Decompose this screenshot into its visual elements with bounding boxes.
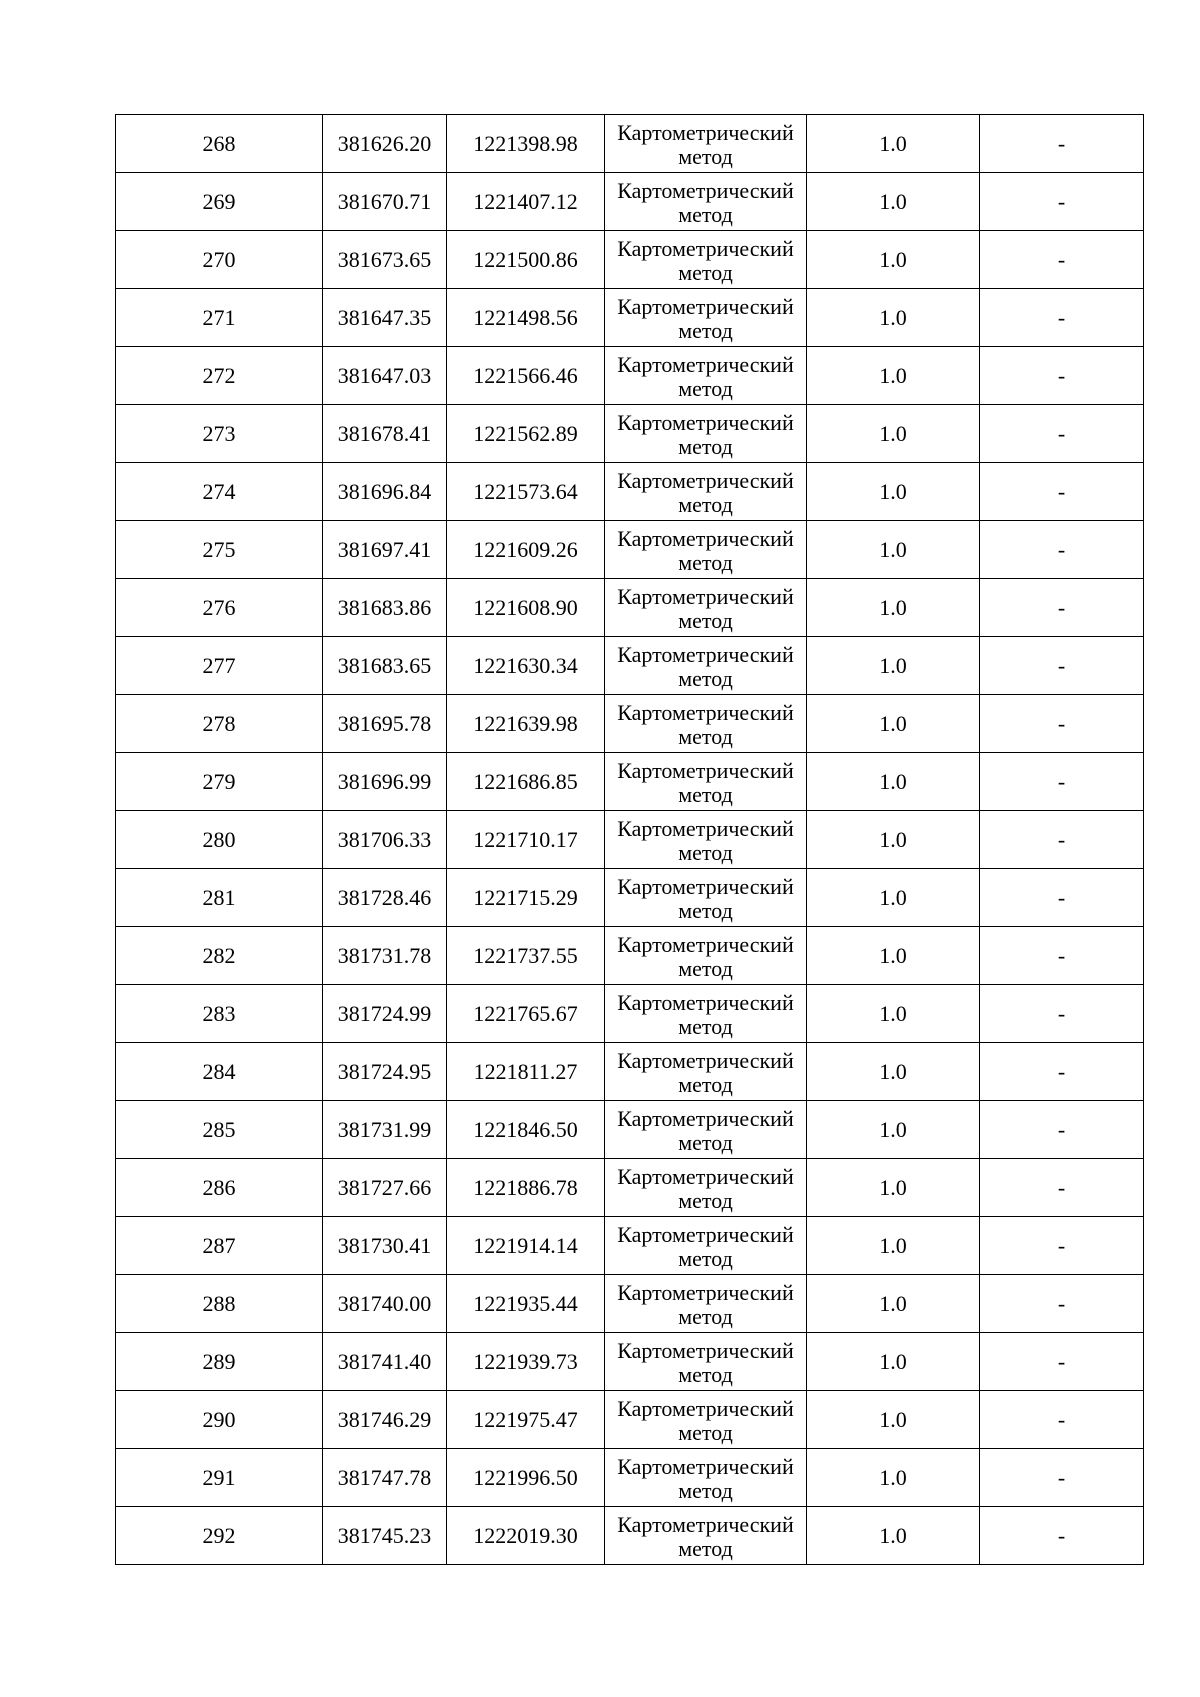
x-coordinate-cell: 381724.95 (323, 1043, 447, 1101)
x-coordinate-cell: 381697.41 (323, 521, 447, 579)
x-coordinate-cell: 381696.99 (323, 753, 447, 811)
method-text-line: Картометрический (617, 467, 794, 493)
y-coordinate-cell: 1221914.14 (447, 1217, 605, 1275)
y-coordinate-cell: 1221630.34 (447, 637, 605, 695)
method-text-line: Картометрический (617, 525, 794, 551)
method-text-line: метод (678, 723, 733, 749)
method-text-line: Картометрический (617, 1105, 794, 1131)
method-text-line: Картометрический (617, 1511, 794, 1537)
x-coordinate-cell: 381727.66 (323, 1159, 447, 1217)
point-number-cell: 287 (116, 1217, 323, 1275)
point-number-cell: 288 (116, 1275, 323, 1333)
method-cell (605, 173, 807, 231)
method-cell (605, 463, 807, 521)
method-cell (605, 695, 807, 753)
method-cell (605, 579, 807, 637)
point-number-cell: 277 (116, 637, 323, 695)
method-cell (605, 1043, 807, 1101)
y-coordinate-cell: 1222019.30 (447, 1507, 605, 1565)
method-text-line: метод (678, 1129, 733, 1155)
point-number-cell: 272 (116, 347, 323, 405)
method-cell (605, 985, 807, 1043)
table-row (116, 347, 1144, 405)
method-text-line: метод (678, 955, 733, 981)
table-row (116, 1101, 1144, 1159)
method-text-line: Картометрический (617, 351, 794, 377)
coordinates-table (115, 114, 1144, 1565)
y-coordinate-cell: 1221500.86 (447, 231, 605, 289)
y-coordinate-cell: 1221846.50 (447, 1101, 605, 1159)
point-number-cell: 278 (116, 695, 323, 753)
method-text-line: Картометрический (617, 177, 794, 203)
x-coordinate-cell: 381724.99 (323, 985, 447, 1043)
x-coordinate-cell: 381678.41 (323, 405, 447, 463)
method-text-line: Картометрический (617, 293, 794, 319)
method-text-line: метод (678, 549, 733, 575)
note-cell: - (980, 1159, 1144, 1217)
point-number-cell: 279 (116, 753, 323, 811)
table-row (116, 1275, 1144, 1333)
y-coordinate-cell: 1221407.12 (447, 173, 605, 231)
note-cell: - (980, 115, 1144, 173)
method-text-line: Картометрический (617, 989, 794, 1015)
table-row (116, 1043, 1144, 1101)
note-cell: - (980, 521, 1144, 579)
y-coordinate-cell: 1221608.90 (447, 579, 605, 637)
x-coordinate-cell: 381647.03 (323, 347, 447, 405)
method-cell (605, 1449, 807, 1507)
y-coordinate-cell: 1221686.85 (447, 753, 605, 811)
accuracy-cell: 1.0 (807, 637, 980, 695)
accuracy-cell: 1.0 (807, 115, 980, 173)
y-coordinate-cell: 1221765.67 (447, 985, 605, 1043)
method-cell (605, 1275, 807, 1333)
accuracy-cell: 1.0 (807, 1159, 980, 1217)
accuracy-cell: 1.0 (807, 405, 980, 463)
method-cell (605, 1217, 807, 1275)
table-row (116, 695, 1144, 753)
accuracy-cell: 1.0 (807, 289, 980, 347)
point-number-cell: 281 (116, 869, 323, 927)
method-text-line: Картометрический (617, 1221, 794, 1247)
method-text-line: Картометрический (617, 1453, 794, 1479)
table-body (116, 115, 1144, 1565)
method-cell (605, 1507, 807, 1565)
accuracy-cell: 1.0 (807, 1333, 980, 1391)
note-cell: - (980, 347, 1144, 405)
method-cell (605, 1101, 807, 1159)
accuracy-cell: 1.0 (807, 521, 980, 579)
note-cell: - (980, 1043, 1144, 1101)
y-coordinate-cell: 1221886.78 (447, 1159, 605, 1217)
accuracy-cell: 1.0 (807, 463, 980, 521)
table-row (116, 753, 1144, 811)
method-text-line: метод (678, 839, 733, 865)
point-number-cell: 284 (116, 1043, 323, 1101)
table-row (116, 1507, 1144, 1565)
method-cell (605, 637, 807, 695)
accuracy-cell: 1.0 (807, 1043, 980, 1101)
table-row (116, 637, 1144, 695)
method-text-line: Картометрический (617, 931, 794, 957)
method-text-line: Картометрический (617, 1047, 794, 1073)
y-coordinate-cell: 1221975.47 (447, 1391, 605, 1449)
table-row (116, 811, 1144, 869)
note-cell: - (980, 811, 1144, 869)
method-text-line: Картометрический (617, 583, 794, 609)
method-cell (605, 115, 807, 173)
y-coordinate-cell: 1221996.50 (447, 1449, 605, 1507)
y-coordinate-cell: 1221939.73 (447, 1333, 605, 1391)
accuracy-cell: 1.0 (807, 695, 980, 753)
table-row (116, 1391, 1144, 1449)
y-coordinate-cell: 1221562.89 (447, 405, 605, 463)
method-text-line: Картометрический (617, 235, 794, 261)
note-cell: - (980, 1333, 1144, 1391)
note-cell: - (980, 173, 1144, 231)
point-number-cell: 273 (116, 405, 323, 463)
x-coordinate-cell: 381747.78 (323, 1449, 447, 1507)
table-row (116, 405, 1144, 463)
point-number-cell: 275 (116, 521, 323, 579)
point-number-cell: 283 (116, 985, 323, 1043)
x-coordinate-cell: 381673.65 (323, 231, 447, 289)
method-text-line: Картометрический (617, 1395, 794, 1421)
note-cell: - (980, 927, 1144, 985)
method-text-line: метод (678, 201, 733, 227)
table-row (116, 115, 1144, 173)
y-coordinate-cell: 1221737.55 (447, 927, 605, 985)
point-number-cell: 270 (116, 231, 323, 289)
method-cell (605, 289, 807, 347)
x-coordinate-cell: 381731.78 (323, 927, 447, 985)
accuracy-cell: 1.0 (807, 1391, 980, 1449)
accuracy-cell: 1.0 (807, 231, 980, 289)
note-cell: - (980, 405, 1144, 463)
y-coordinate-cell: 1221498.56 (447, 289, 605, 347)
method-text-line: метод (678, 607, 733, 633)
point-number-cell: 268 (116, 115, 323, 173)
table-row (116, 579, 1144, 637)
method-text-line: метод (678, 665, 733, 691)
point-number-cell: 291 (116, 1449, 323, 1507)
method-text-line: метод (678, 1477, 733, 1503)
point-number-cell: 274 (116, 463, 323, 521)
table-row (116, 985, 1144, 1043)
point-number-cell: 285 (116, 1101, 323, 1159)
y-coordinate-cell: 1221710.17 (447, 811, 605, 869)
note-cell: - (980, 985, 1144, 1043)
accuracy-cell: 1.0 (807, 579, 980, 637)
method-text-line: Картометрический (617, 119, 794, 145)
method-text-line: метод (678, 259, 733, 285)
y-coordinate-cell: 1221715.29 (447, 869, 605, 927)
x-coordinate-cell: 381647.35 (323, 289, 447, 347)
y-coordinate-cell: 1221811.27 (447, 1043, 605, 1101)
method-cell (605, 811, 807, 869)
x-coordinate-cell: 381706.33 (323, 811, 447, 869)
method-cell (605, 1333, 807, 1391)
note-cell: - (980, 579, 1144, 637)
method-text-line: Картометрический (617, 1163, 794, 1189)
method-text-line: Картометрический (617, 1279, 794, 1305)
x-coordinate-cell: 381728.46 (323, 869, 447, 927)
method-text-line: метод (678, 317, 733, 343)
method-cell (605, 927, 807, 985)
note-cell: - (980, 869, 1144, 927)
method-text-line: метод (678, 1187, 733, 1213)
method-text-line: метод (678, 143, 733, 169)
point-number-cell: 292 (116, 1507, 323, 1565)
x-coordinate-cell: 381695.78 (323, 695, 447, 753)
method-cell (605, 753, 807, 811)
x-coordinate-cell: 381683.86 (323, 579, 447, 637)
accuracy-cell: 1.0 (807, 1275, 980, 1333)
table-row (116, 173, 1144, 231)
note-cell: - (980, 1449, 1144, 1507)
accuracy-cell: 1.0 (807, 1449, 980, 1507)
table-row (116, 927, 1144, 985)
accuracy-cell: 1.0 (807, 347, 980, 405)
point-number-cell: 290 (116, 1391, 323, 1449)
method-text-line: метод (678, 375, 733, 401)
y-coordinate-cell: 1221573.64 (447, 463, 605, 521)
method-text-line: Картометрический (617, 757, 794, 783)
x-coordinate-cell: 381670.71 (323, 173, 447, 231)
point-number-cell: 286 (116, 1159, 323, 1217)
accuracy-cell: 1.0 (807, 753, 980, 811)
method-text-line: метод (678, 1303, 733, 1329)
table-row (116, 521, 1144, 579)
method-text-line: Картометрический (617, 409, 794, 435)
y-coordinate-cell: 1221398.98 (447, 115, 605, 173)
x-coordinate-cell: 381731.99 (323, 1101, 447, 1159)
table-row (116, 1333, 1144, 1391)
method-text-line: метод (678, 897, 733, 923)
method-cell (605, 231, 807, 289)
accuracy-cell: 1.0 (807, 1217, 980, 1275)
accuracy-cell: 1.0 (807, 927, 980, 985)
x-coordinate-cell: 381745.23 (323, 1507, 447, 1565)
point-number-cell: 276 (116, 579, 323, 637)
accuracy-cell: 1.0 (807, 985, 980, 1043)
point-number-cell: 280 (116, 811, 323, 869)
method-text-line: метод (678, 1071, 733, 1097)
note-cell: - (980, 1507, 1144, 1565)
y-coordinate-cell: 1221639.98 (447, 695, 605, 753)
note-cell: - (980, 231, 1144, 289)
note-cell: - (980, 1391, 1144, 1449)
method-cell (605, 521, 807, 579)
method-text-line: метод (678, 491, 733, 517)
method-cell (605, 347, 807, 405)
point-number-cell: 271 (116, 289, 323, 347)
x-coordinate-cell: 381740.00 (323, 1275, 447, 1333)
method-text-line: Картометрический (617, 1337, 794, 1363)
note-cell: - (980, 1275, 1144, 1333)
method-cell (605, 1391, 807, 1449)
table-row (116, 231, 1144, 289)
table-row (116, 869, 1144, 927)
table-row (116, 1159, 1144, 1217)
x-coordinate-cell: 381696.84 (323, 463, 447, 521)
method-text-line: метод (678, 1419, 733, 1445)
x-coordinate-cell: 381741.40 (323, 1333, 447, 1391)
note-cell: - (980, 1217, 1144, 1275)
note-cell: - (980, 1101, 1144, 1159)
note-cell: - (980, 695, 1144, 753)
method-text-line: метод (678, 433, 733, 459)
accuracy-cell: 1.0 (807, 1101, 980, 1159)
note-cell: - (980, 637, 1144, 695)
point-number-cell: 289 (116, 1333, 323, 1391)
method-text-line: Картометрический (617, 641, 794, 667)
note-cell: - (980, 463, 1144, 521)
method-cell (605, 405, 807, 463)
x-coordinate-cell: 381683.65 (323, 637, 447, 695)
accuracy-cell: 1.0 (807, 1507, 980, 1565)
accuracy-cell: 1.0 (807, 173, 980, 231)
y-coordinate-cell: 1221935.44 (447, 1275, 605, 1333)
note-cell: - (980, 289, 1144, 347)
table-row (116, 289, 1144, 347)
accuracy-cell: 1.0 (807, 869, 980, 927)
method-text-line: метод (678, 1361, 733, 1387)
table-row (116, 463, 1144, 521)
method-text-line: метод (678, 1535, 733, 1561)
accuracy-cell: 1.0 (807, 811, 980, 869)
table-row (116, 1449, 1144, 1507)
method-cell (605, 1159, 807, 1217)
method-text-line: Картометрический (617, 873, 794, 899)
method-text-line: Картометрический (617, 699, 794, 725)
method-text-line: метод (678, 1245, 733, 1271)
point-number-cell: 282 (116, 927, 323, 985)
note-cell: - (980, 753, 1144, 811)
y-coordinate-cell: 1221566.46 (447, 347, 605, 405)
x-coordinate-cell: 381626.20 (323, 115, 447, 173)
method-text-line: метод (678, 781, 733, 807)
method-cell (605, 869, 807, 927)
method-text-line: метод (678, 1013, 733, 1039)
x-coordinate-cell: 381746.29 (323, 1391, 447, 1449)
table-row (116, 1217, 1144, 1275)
point-number-cell: 269 (116, 173, 323, 231)
x-coordinate-cell: 381730.41 (323, 1217, 447, 1275)
y-coordinate-cell: 1221609.26 (447, 521, 605, 579)
method-text-line: Картометрический (617, 815, 794, 841)
